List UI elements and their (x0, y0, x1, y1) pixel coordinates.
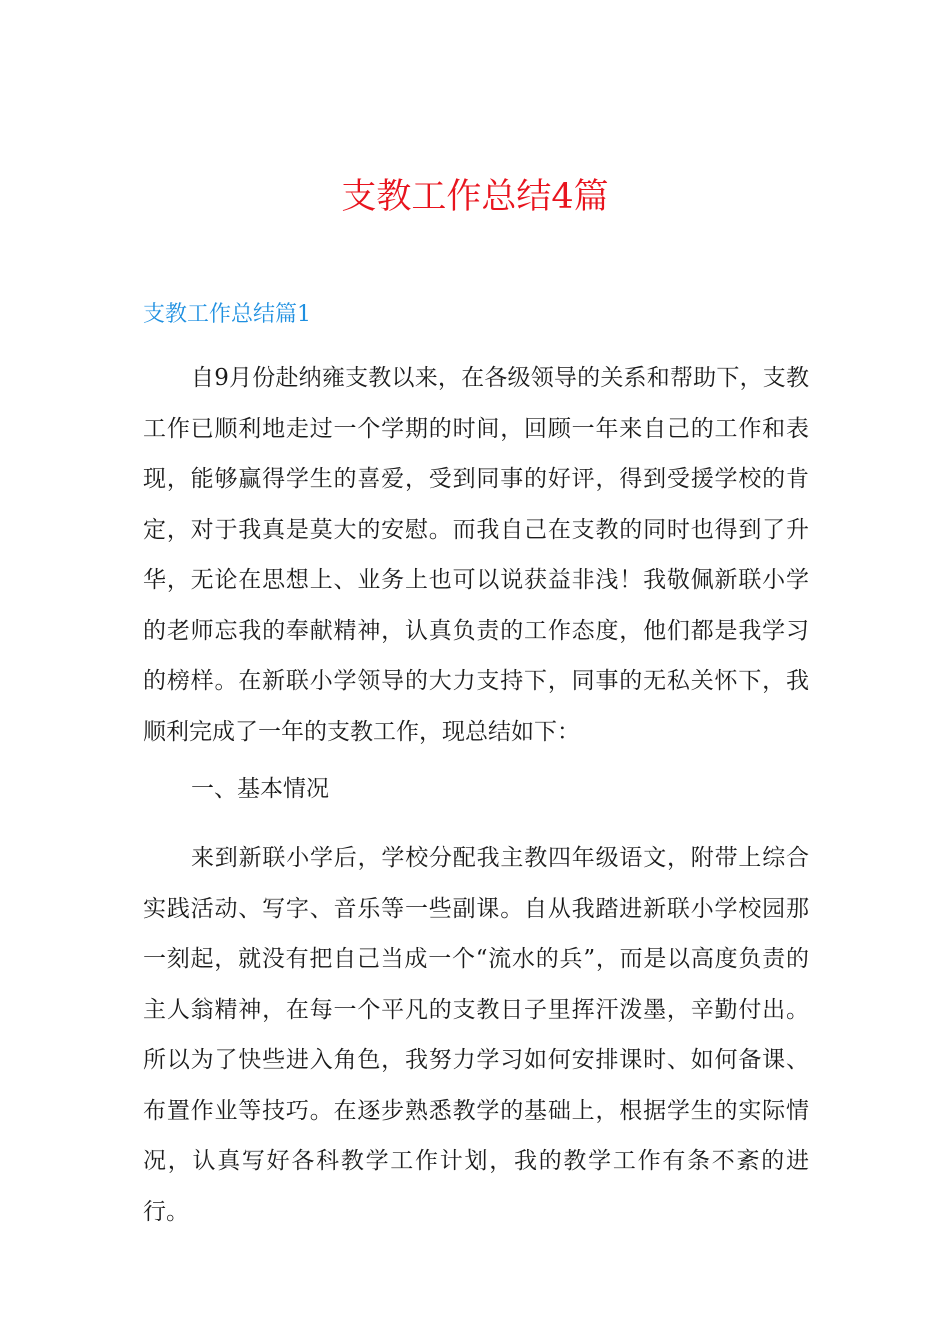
document-title: 支教工作总结4篇 (341, 177, 609, 217)
body-paragraph: 自9月份赴纳雍支教以来，在各级领导的关系和帮助下，支教工作已顺利地走过一个学期的时间，回顾一年来自己的工作和表现，能够赢得学生的喜爱，受到同事的好评，得到受援学校的肯定，对于我真是莫大的安慰。而我自己在支教的同时也得到了升华，无论在思想上、业务上也可以说获益非浅！我敬佩新联小学的老师忘我的奉献精神，认真负责的工作态度，他们都是我学习的榜样。在新联小学领导的大力支持下，同事的无私关怀下，我顺利完成了一年的支教工作，现总结如下： (143, 365, 809, 745)
subheading: 一、基本情况 (191, 776, 329, 802)
body-paragraph: 来到新联小学后，学校分配我主教四年级语文，附带上综合实践活动、写字、音乐等一些副课。自从我踏进新联小学校园那一刻起，就没有把自己当成一个“流水的兵”，而是以高度负责的主人翁精神，在每一个平凡的支教日子里挥汗泼墨，辛勤付出。所以为了快些进入角色，我努力学习如何安排课时、如何备课、布置作业等技巧。在逐步熟悉教学的基础上，根据学生的实际情况，认真写好各科教学工作计划，我的教学工作有条不紊的进行。 (143, 845, 809, 1225)
section-heading: 支教工作总结篇1 (143, 302, 311, 327)
